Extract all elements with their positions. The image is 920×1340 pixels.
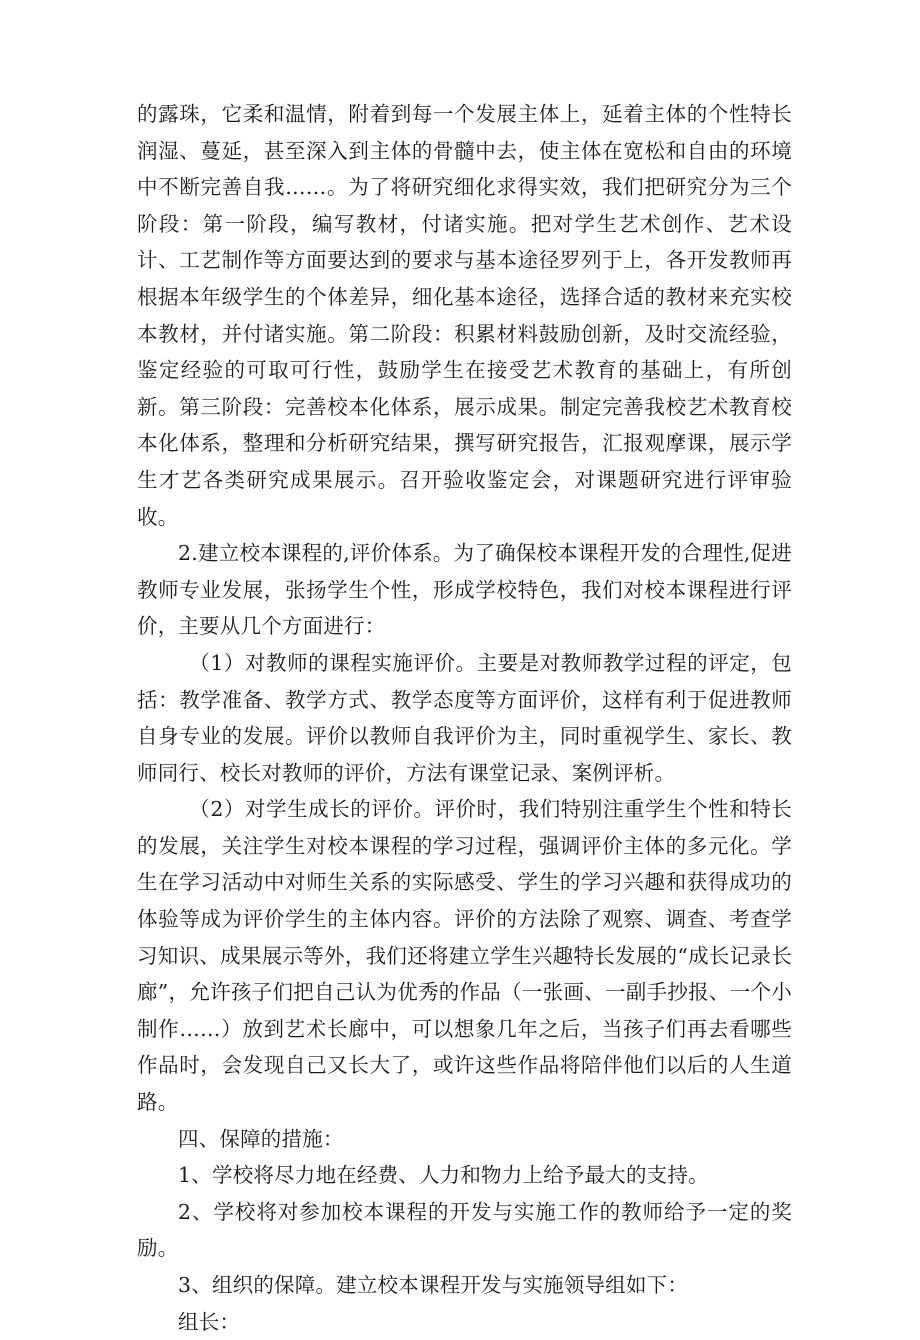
paragraph-student-evaluation: （2）对学生成长的评价。评价时，我们特别注重学生个性和特长的发展，关注学生对校本课程的学习过程，强调评价主体的多元化。学生在学习活动中对师生关系的实际感受、学生的学习兴趣和获得成功的体验等成为评价学生的主体内容。评价的方法除了观察、调查、考查学习知识、成果展示等外，我们还将建立学生兴趣特长发展的“成长记录长廊”，允许孩子们把自己认为优秀的作品（一张画、一副手抄报、一个小制作……）放到艺术长廊中，可以想象几年之后，当孩子们再去看哪些作品时，会发现自己又长大了，或许这些作品将陪伴他们以后的人生道路。 bbox=[137, 797, 792, 1115]
paragraph-teacher-evaluation: （1）对教师的课程实施评价。主要是对教师教学过程的评定，包括：教学准备、教学方式、教学态度等方面评价，这样有利于促进教师自身专业的发展。评价以教师自我评价为主，同时重视学生、家长、教师同行、校长对教师的评价，方法有课堂记录、案例评析。 bbox=[137, 650, 792, 785]
measure-item-1: 1、学校将尽力地在经费、人力和物力上给予最大的支持。 bbox=[178, 1163, 709, 1188]
measure-item-2: 2、学校将对参加校本课程的开发与实施工作的教师给予一定的奖励。 bbox=[137, 1199, 792, 1261]
document-body bbox=[137, 96, 792, 1340]
measure-item-3: 3、组织的保障。建立校本课程开发与实施领导组如下： bbox=[178, 1273, 689, 1297]
section-heading-measures: 四、保障的措施： bbox=[178, 1126, 344, 1151]
paragraph-stage-plan: 的露珠，它柔和温情，附着到每一个发展主体上，延着主体的个性特长润湿、蔓延，甚至深入到主体的骨髓中去，使主体在宽松和自由的环境中不断完善自我……。为了将研究细化求得实效，我们把研究分为三个阶段：第一阶段，编写教材，付诸实施。把对学生艺术创作、艺术设计、工艺制作等方面要达到的要求与基本途径罗列于上，各开发教师再根据本年级学生的个体差异，细化基本途径，选择合适的教材来充实校本教材，并付诸实施。第二阶段：积累材料鼓励创新，及时交流经验，鉴定经验的可取可行性，鼓励学生在接受艺术教育的基础上，有所创新。第三阶段：完善校本化体系，展示成果。制定完善我校艺术教育校本化体系，整理和分析研究结果，撰写研究报告，汇报观摩课，展示学生才艺各类研究成果展示。召开验收鉴定会，对课题研究进行评审验收。 bbox=[137, 102, 792, 529]
paragraph-evaluation-system: 2.建立校本课程的,评价体系。为了确保校本课程开发的合理性,促进教师专业发展，张扬学生个性，形成学校特色，我们对校本课程进行评价，主要从几个方面进行： bbox=[137, 541, 792, 639]
group-leader-label: 组长： bbox=[178, 1309, 241, 1334]
